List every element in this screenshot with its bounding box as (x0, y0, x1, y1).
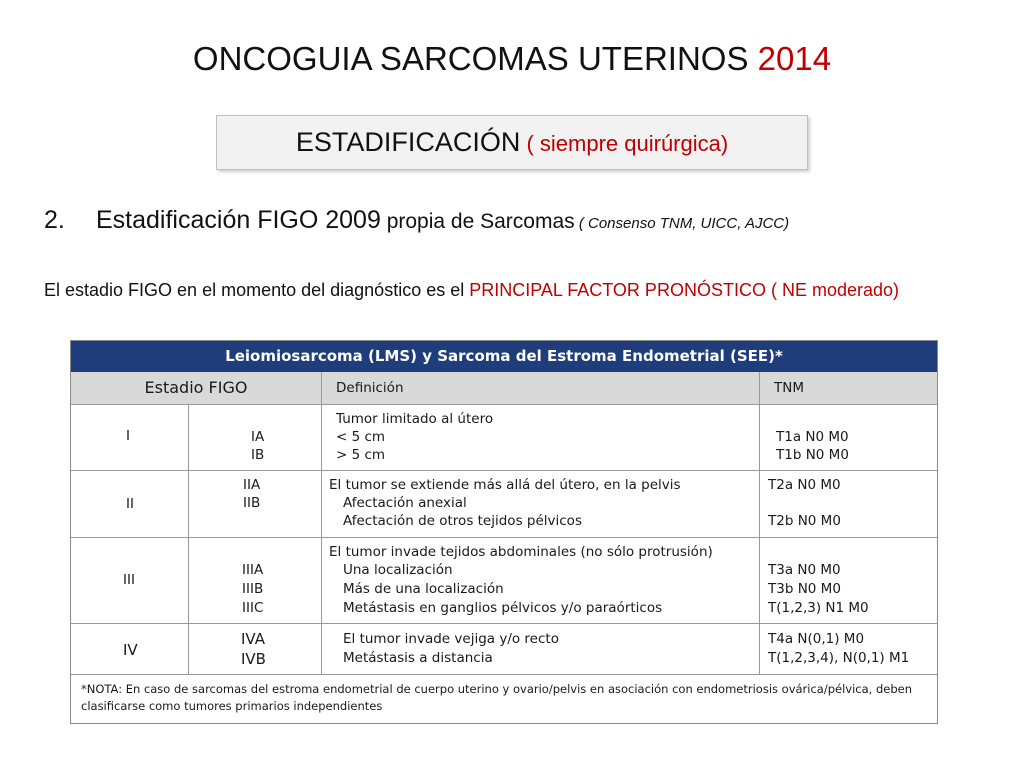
tnm-value: T1b N0 M0 (776, 447, 849, 463)
definition-line: Más de una localización (343, 581, 504, 597)
definition-line: Una localización (343, 562, 453, 578)
prognosis-highlight: PRINCIPAL FACTOR PRONÓSTICO ( NE moderado) (469, 280, 899, 300)
tnm-value: T3a N0 M0 (768, 562, 841, 578)
substage: IB (251, 447, 265, 463)
definition-line: Afectación anexial (343, 495, 467, 511)
stage-label: IV (123, 641, 138, 659)
tnm-value: T2a N0 M0 (768, 477, 841, 493)
tnm-value: T1a N0 M0 (776, 429, 849, 445)
subtitle-box (216, 115, 808, 170)
definition-line: Metástasis en ganglios pélvicos y/o paraórticos (343, 600, 663, 616)
col-header-tnm: TNM (760, 372, 937, 404)
substage: IVB (241, 650, 266, 668)
stage-label: I (126, 428, 130, 444)
substage: IA (251, 429, 265, 445)
point-rest: propia de Sarcomas (380, 210, 575, 233)
definition-line: El tumor invade vejiga y/o recto (343, 631, 559, 647)
point-main: Estadificación FIGO 2009 (96, 206, 381, 234)
tnm-value: T(1,2,3) N1 M0 (768, 600, 869, 616)
col-header-stage: Estadio FIGO (71, 372, 321, 404)
definition-line: Metástasis a distancia (343, 650, 493, 666)
substage: IIB (243, 495, 261, 511)
tnm-value: T(1,2,3,4), N(0,1) M1 (768, 650, 910, 666)
definition-line: Afectación de otros tejidos pélvicos (343, 513, 582, 529)
definition-line: > 5 cm (336, 447, 386, 463)
point-number: 2. (44, 206, 65, 234)
substage: IIIB (242, 581, 264, 597)
substage: IIA (243, 477, 261, 493)
subtitle-paren: ( siempre quirúrgica) (520, 131, 729, 156)
definition-line: < 5 cm (336, 429, 386, 445)
subtitle-main: ESTADIFICACIÓN (295, 127, 521, 157)
stage-label: II (126, 496, 134, 512)
tnm-value: T4a N(0,1) M0 (768, 631, 865, 647)
definition-line: El tumor invade tejidos abdominales (no sólo protrusión) (329, 544, 713, 560)
substage: IIIA (242, 562, 264, 578)
table-footnote: *NOTA: En caso de sarcomas del estroma endometrial de cuerpo uterino y ovario/pelvis en asociación con endometriosis ovárica/pélvica, deben clasificarse como tumores primarios independientes (81, 682, 913, 713)
tnm-value: T3b N0 M0 (768, 581, 841, 597)
definition-line: El tumor se extiende más allá del útero, en la pelvis (329, 477, 681, 493)
table-header: Leiomiosarcoma (LMS) y Sarcoma del Estroma Endometrial (SEE)* (71, 341, 937, 372)
point-note: ( Consenso TNM, UICC, AJCC) (574, 215, 790, 232)
figo-staging-table (70, 340, 938, 724)
slide-title: ONCOGUIA SARCOMAS UTERINOS 2014 (192, 40, 832, 77)
substage: IIIC (242, 600, 264, 616)
prognosis-paragraph: El estadio FIGO en el momento del diagnóstico es el PRINCIPAL FACTOR PRONÓSTICO ( NE moderado) (44, 280, 899, 300)
definition-line: Tumor limitado al útero (336, 411, 494, 427)
title-year: 2014 (757, 40, 832, 77)
numbered-point (44, 206, 789, 235)
col-header-definition: Definición (322, 372, 759, 404)
tnm-value: T2b N0 M0 (768, 513, 841, 529)
substage: IVA (241, 630, 265, 648)
stage-label: III (123, 572, 135, 588)
